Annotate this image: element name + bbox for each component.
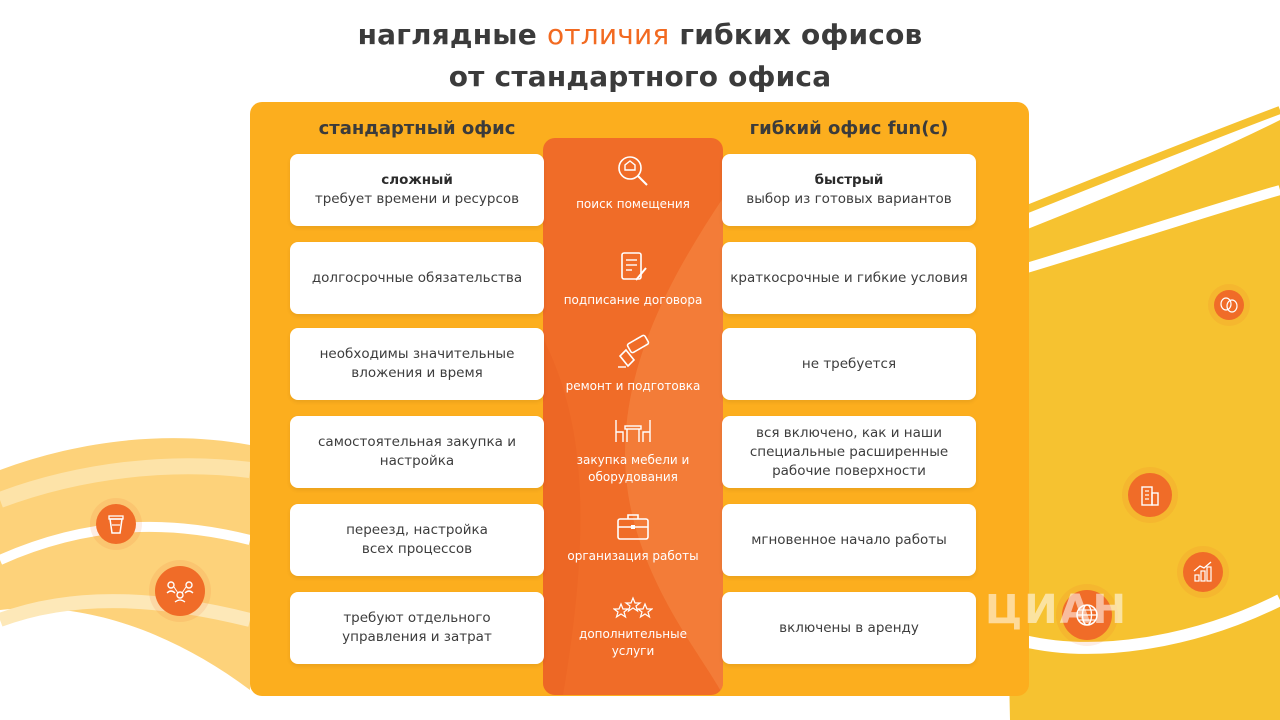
criterion-2 [543, 248, 723, 309]
flex-office-card-1 [722, 154, 976, 226]
flex-card-5-text: мгновенное начало работы [751, 531, 947, 548]
standard-card-3-text: необходимы значительные вложения и время [319, 346, 515, 381]
flex-office-card-2 [722, 242, 976, 314]
standard-card-6-text: требуют отдельного управления и затрат [342, 610, 492, 645]
flex-office-card-4 [722, 416, 976, 488]
criterion-6 [543, 596, 723, 660]
search-building-icon [614, 152, 652, 190]
paint-roller-icon [614, 334, 652, 372]
flex-card-1-bold: быстрый [814, 172, 884, 188]
standard-office-card-5 [290, 504, 544, 576]
flex-office-card-6 [722, 592, 976, 664]
flex-office-card-5 [722, 504, 976, 576]
flex-card-3-text: не требуется [801, 355, 897, 372]
building-icon [1139, 483, 1161, 507]
watermark: ЦИАН [985, 587, 1129, 633]
furniture-icon [613, 416, 653, 446]
coffee-cup-bubble [96, 504, 136, 544]
masks-bubble [1214, 290, 1244, 320]
criterion-2-label: подписание договора [563, 293, 703, 307]
people-network-icon [165, 579, 195, 603]
standard-office-card-3 [290, 328, 544, 400]
page-title [0, 14, 1280, 98]
criterion-4 [543, 416, 723, 486]
standard-card-1-bold: сложный [381, 172, 453, 188]
standard-office-card-1 [290, 154, 544, 226]
building-bubble [1128, 473, 1172, 517]
criterion-3-label: ремонт и подготовка [565, 379, 701, 393]
left-column-header: стандартный офис [318, 118, 516, 139]
title-line1-end: гибких офисов [669, 18, 923, 51]
title-line1-start: наглядные [357, 18, 547, 51]
standard-office-card-4 [290, 416, 544, 488]
criterion-1-label: поиск помещения [576, 197, 690, 211]
standard-card-4-text: самостоятельная закупка и настройка [318, 434, 516, 469]
standard-card-1-text: требует времени и ресурсов [314, 191, 520, 207]
growth-chart-bubble [1183, 552, 1223, 592]
briefcase-icon [614, 510, 652, 542]
people-network-bubble [155, 566, 205, 616]
standard-card-5-text: переезд, настройка всех процессов [346, 522, 488, 557]
title-accent-word: отличия [546, 18, 670, 51]
right-column-header: гибкий офис fun(c) [749, 118, 949, 139]
criterion-5-label: организация работы [567, 549, 699, 563]
criterion-3 [543, 334, 723, 395]
document-pen-icon [614, 248, 652, 286]
growth-chart-icon [1192, 561, 1214, 583]
criterion-6-label: дополнительные услуги [579, 627, 687, 658]
criterion-1 [543, 152, 723, 213]
coffee-cup-icon [106, 513, 126, 535]
flex-card-6-text: включены в аренду [779, 619, 919, 636]
stars-icon [613, 596, 653, 620]
criterion-4-label: закупка мебели и оборудования [576, 453, 690, 484]
flex-card-4-text: вся включено, как и наши специальные расширенные рабочие поверхности [749, 424, 949, 479]
masks-icon [1220, 297, 1238, 313]
standard-office-card-6 [290, 592, 544, 664]
standard-card-2-text: долгосрочные обязательства [311, 269, 523, 286]
criterion-5 [543, 510, 723, 565]
flex-card-1-text: выбор из готовых вариантов [746, 191, 952, 207]
flex-office-card-3 [722, 328, 976, 400]
standard-office-card-2 [290, 242, 544, 314]
title-line2: от стандартного офиса [448, 60, 832, 93]
flex-card-2-text: краткосрочные и гибкие условия [730, 269, 968, 286]
